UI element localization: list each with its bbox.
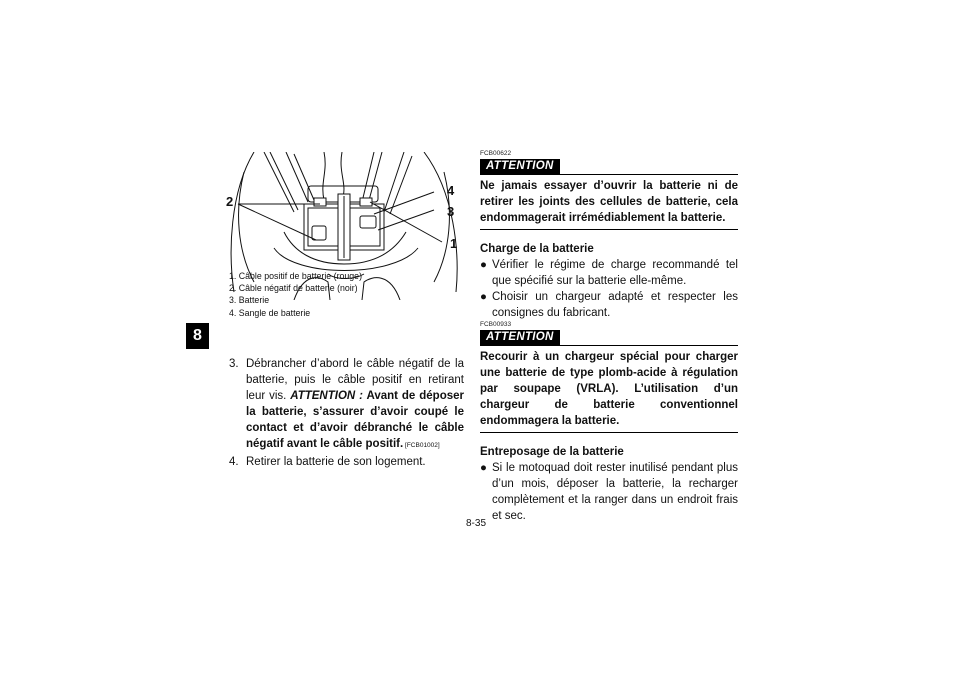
bullet-text: Si le motoquad doit rester inutilisé pendant plus d’un mois, déposer la batterie, la recharger complètement et la ranger dans un endroit frais et sec. <box>492 462 738 522</box>
bullet-text: Choisir un chargeur adapté et respecter les consignes du fabricant. <box>492 291 738 319</box>
attention-header <box>480 329 738 346</box>
list-item <box>480 460 738 524</box>
procedure-steps <box>229 356 464 470</box>
step-number: 4. <box>229 456 239 468</box>
attention-code: FCB00933 <box>480 321 512 328</box>
section-title-charge: Charge de la batterie <box>480 243 594 255</box>
attention-text: Avant de déposer la batterie, s’assurer d’avoir coupé le contact et d’avoir débranché le câble négatif avant le câble positif. <box>246 390 464 450</box>
legend-item: 3. Batterie <box>229 295 270 306</box>
callout-2: 2 <box>226 194 234 209</box>
callout-3: 3 <box>447 204 455 219</box>
callout-4: 4 <box>447 183 455 198</box>
section-title-storage: Entreposage de la batterie <box>480 446 624 458</box>
step-number: 3. <box>229 358 239 370</box>
attention-text: Ne jamais essayer d’ouvrir la batterie ni de retirer les joints des cellules de batterie, cela endommagerait irrémédiablement la batterie. <box>480 178 738 230</box>
right-column <box>480 150 738 524</box>
legend-item: 1. Câble positif de batterie (rouge) <box>229 271 363 281</box>
attention-badge: ATTENTION <box>480 159 560 174</box>
callout-1: 1 <box>450 236 458 251</box>
bullet-icon: ● <box>480 291 487 303</box>
attention-text: Recourir à un chargeur spécial pour charger une batterie de type plomb-acide à régulation par soupape (VRLA). L’utilisation d’un chargeur de batterie conventionnel endommagera la batterie. <box>480 349 738 433</box>
attention-code: FCB00622 <box>480 150 512 157</box>
reference-code: [FCB01002] <box>403 442 440 449</box>
legend-item: 4. Sangle de batterie <box>229 307 311 318</box>
attention-header <box>480 158 738 175</box>
list-item <box>480 257 738 289</box>
bullet-icon: ● <box>480 462 487 474</box>
bullet-icon: ● <box>480 259 487 271</box>
step-text: Débrancher d’abord le câble négatif de la batterie, puis le câble positif en retirant leur vis. <box>246 358 464 402</box>
step-4 <box>229 454 464 470</box>
chapter-tab: 8 <box>186 323 209 349</box>
legend-item: 2. Câble négatif de batterie (noir) <box>229 283 358 294</box>
list-item <box>480 289 738 321</box>
attention-label: ATTENTION : <box>290 390 363 402</box>
step-text: Retirer la batterie de son logement. <box>246 456 426 468</box>
page-number: 8-35 <box>466 518 487 529</box>
figure-legend <box>229 270 362 319</box>
attention-badge: ATTENTION <box>480 330 560 345</box>
step-3 <box>229 356 464 454</box>
bullet-text: Vérifier le régime de charge recommandé tel que spécifié sur la batterie elle-même. <box>492 259 738 287</box>
